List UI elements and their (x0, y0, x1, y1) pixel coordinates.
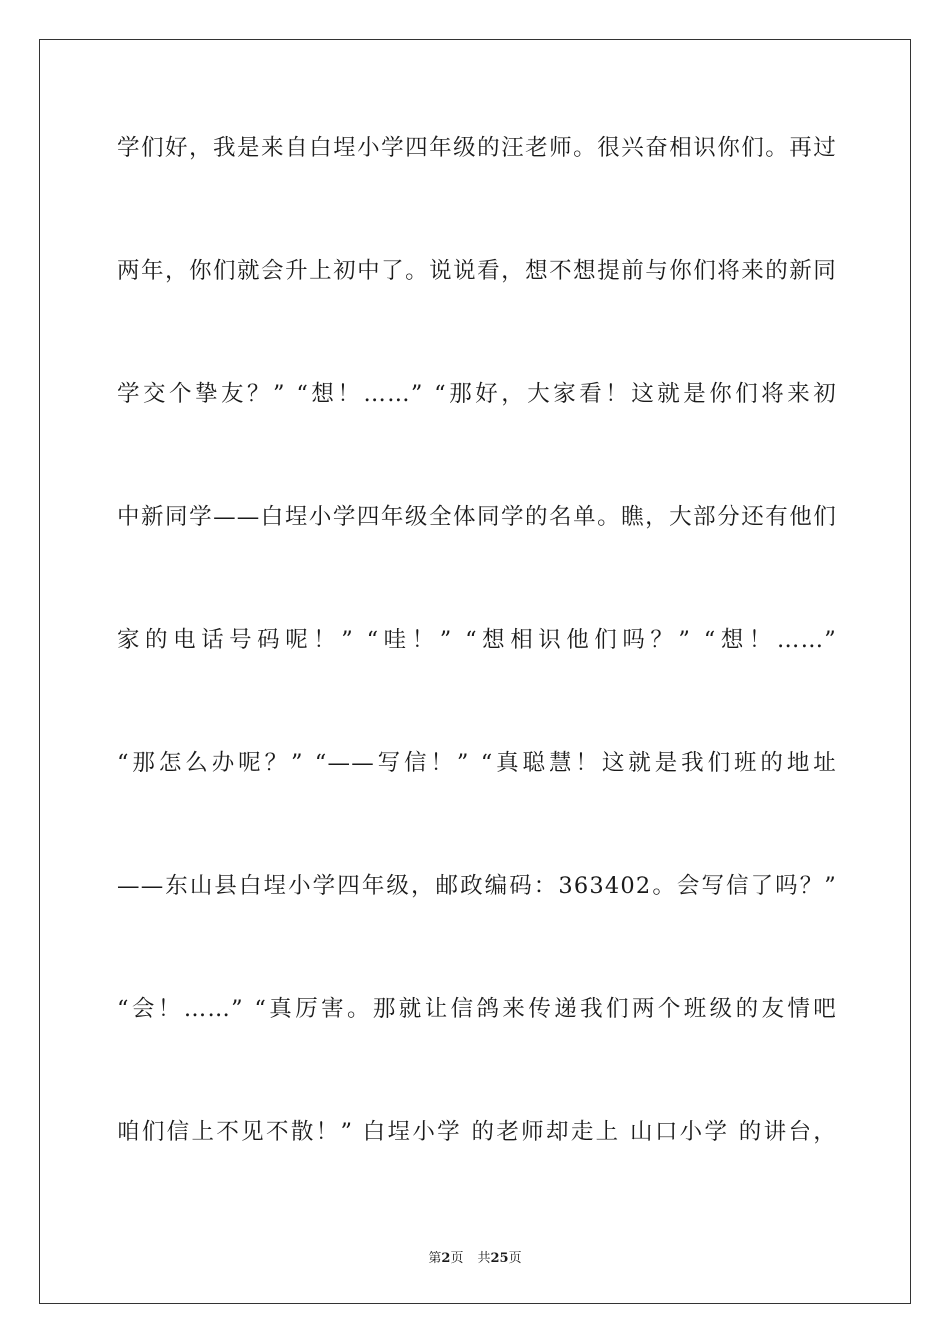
body-text (117, 128, 837, 1235)
page-suffix: 页 (450, 1251, 464, 1266)
text-line-9: 咱们信上不见不散！” 白埕小学 的老师却走上 山口小学 的讲台， (117, 1119, 837, 1145)
text-line-4: 中新同学——白埕小学四年级全体同学的名单。瞧，大部分还有他们 (117, 504, 837, 530)
text-line-8: “会！……” “真厉害。那就让信鸽来传递我们两个班级的友情吧 (117, 996, 837, 1022)
total-suffix: 页 (508, 1251, 522, 1266)
text-line-6: “那怎么办呢？” “——写信！” “真聪慧！这就是我们班的地址 (117, 750, 837, 776)
total-pages: 25 (490, 1251, 509, 1266)
text-line-2: 两年，你们就会升上初中了。说说看，想不想提前与你们将来的新同 (117, 258, 837, 284)
page-number: 2 (441, 1251, 451, 1266)
total-prefix: 共 (477, 1251, 491, 1266)
text-line-5: 家的电话号码呢！” “哇！” “想相识他们吗？” “想！……” (117, 627, 837, 653)
page-prefix: 第 (428, 1251, 442, 1266)
text-line-1: 学们好，我是来自白埕小学四年级的汪老师。很兴奋相识你们。再过 (117, 135, 837, 161)
text-line-3: 学交个挚友？” “想！……” “那好，大家看！这就是你们将来初 (117, 381, 837, 407)
text-line-7: ——东山县白埕小学四年级，邮政编码：363402。会写信了吗？” (117, 873, 837, 899)
page-footer (0, 1247, 950, 1266)
